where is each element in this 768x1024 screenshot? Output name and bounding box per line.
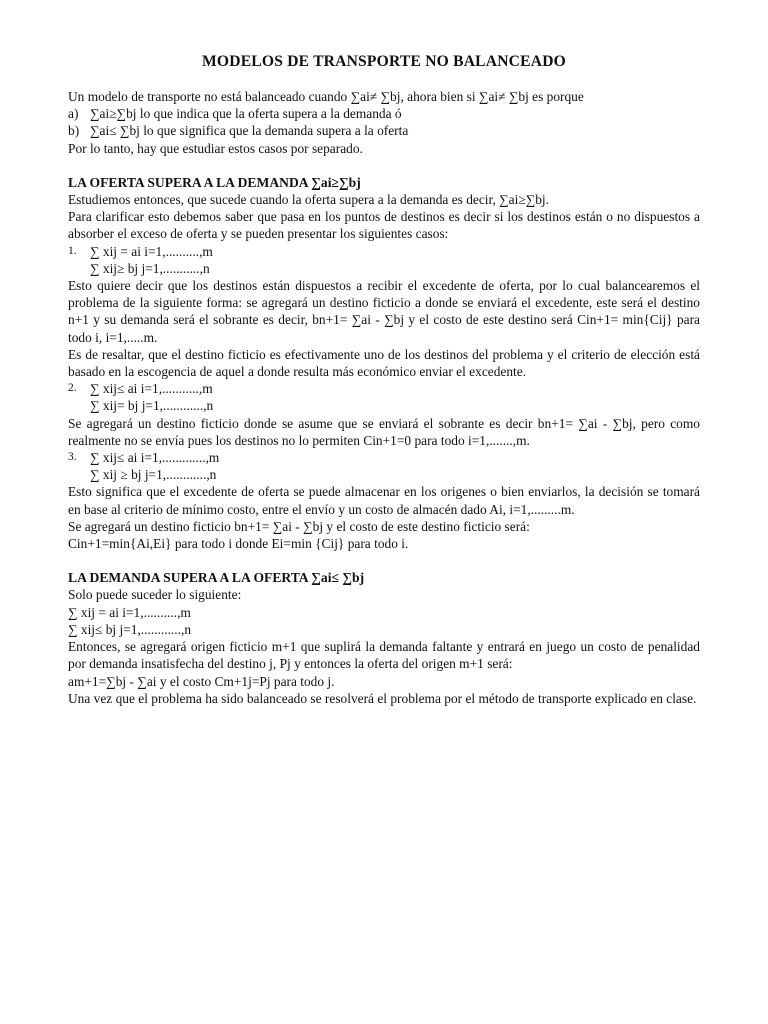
list-item-text: ∑ai≤ ∑bj lo que significa que la demanda supera a la oferta bbox=[90, 123, 409, 139]
list-marker: 3. bbox=[68, 451, 77, 464]
equation: ∑ xij = ai i=1,..........,m bbox=[68, 604, 191, 620]
paragraph: Una vez que el problema ha sido balanceado se resolverá el problema por el método de transporte explicado en clase. bbox=[68, 690, 697, 706]
intro-conclusion: Por lo tanto, hay que estudiar estos casos por separado. bbox=[68, 140, 363, 156]
equation: ∑ xij≤ ai i=1,.............,m bbox=[90, 450, 220, 466]
equation: ∑ xij≤ bj j=1,............,n bbox=[68, 621, 192, 637]
intro-item-b bbox=[68, 122, 700, 139]
equation: ∑ xij≥ bj j=1,...........,n bbox=[90, 260, 210, 276]
paragraph: Para clarificar esto debemos saber que pasa en los puntos de destinos es decir si los destinos están o no dispuestos a absorber el exceso de oferta y se pueden presentar los siguientes casos: bbox=[68, 209, 700, 242]
equation: ∑ xij ≥ bj j=1,............,n bbox=[90, 467, 217, 483]
list-marker: 1. bbox=[68, 244, 77, 257]
equation: ∑ xij≤ ai i=1,...........,m bbox=[90, 381, 213, 397]
case-3-line-1 bbox=[68, 449, 700, 466]
equation: ∑ xij= bj j=1,............,n bbox=[90, 398, 214, 414]
paragraph: Esto significa que el excedente de oferta se puede almacenar en los origenes o bien enviarlos, la decisión se tomará en base al criterio de mínimo costo, entre el envío y un costo de almacén dado Ai, i=1,.........m. bbox=[68, 484, 700, 517]
paragraph: Solo puede suceder lo siguiente: bbox=[68, 587, 242, 603]
paragraph: Cin+1=min{Ai,Ei} para todo i donde Ei=min {Cij} para todo i. bbox=[68, 536, 409, 552]
list-item-text: ∑ai≥∑bj lo que indica que la oferta supera a la demanda ó bbox=[90, 106, 402, 122]
page-title: MODELOS DE TRANSPORTE NO BALANCEADO bbox=[201, 53, 566, 70]
list-marker: a) bbox=[68, 106, 79, 122]
paragraph: Estudiemos entonces, que sucede cuando la oferta supera a la demanda es decir, ∑ai≥∑bj. bbox=[68, 192, 550, 208]
paragraph: Es de resaltar, que el destino ficticio es efectivamente uno de los destinos del problema y el criterio de elección está basado en la escogencia de aquel a donde resulta más económico enviar el excedente. bbox=[68, 346, 700, 380]
intro-line: Un modelo de transporte no está balanceado cuando ∑ai≠ ∑bj, ahora bien si ∑ai≠ ∑bj es porque bbox=[68, 89, 584, 104]
paragraph: Entonces, se agregará origen ficticio m+1 que suplirá la demanda faltante y entrará en juego un costo de penalidad por demanda insatisfecha del destino j, Pj y entonces la oferta del origen m+1 será: bbox=[68, 639, 700, 672]
case-2-line-1 bbox=[68, 380, 700, 397]
intro-item-a bbox=[68, 105, 700, 122]
paragraph: Se agregará un destino ficticio donde se asume que se enviará el sobrante es decir bn+1= ∑ai - ∑bj, pero como realmente no se envía pues los destinos no lo permiten Cin+1=0 para todo i=1,.......,m. bbox=[68, 415, 700, 448]
list-marker: b) bbox=[68, 123, 80, 139]
paragraph: Esto quiere decir que los destinos están dispuestos a recibir el excedente de oferta, por lo cual balancearemos el problema de la siguiente forma: se agregará un destino ficticio a donde se enviará el excedente, este será el destino n+1 y su demanda será el sobrante es decir, bn+1= ∑ai - ∑bj y el costo de este destino será Cin+1= min{Cij} para todo i, i=1,.....m. bbox=[68, 278, 700, 345]
paragraph: am+1=∑bj - ∑ai y el costo Cm+1j=Pj para todo j. bbox=[68, 673, 335, 689]
equation: ∑ xij = ai i=1,..........,m bbox=[90, 243, 213, 259]
list-marker: 2. bbox=[68, 382, 77, 395]
section-heading-oferta: LA OFERTA SUPERA A LA DEMANDA ∑ai≥∑bj bbox=[68, 174, 361, 190]
section-heading-demanda: LA DEMANDA SUPERA A LA OFERTA ∑ai≤ ∑bj bbox=[68, 570, 365, 586]
document-body bbox=[68, 52, 700, 707]
case-1-line-1 bbox=[68, 243, 700, 260]
paragraph: Se agregará un destino ficticio bn+1= ∑ai - ∑bj y el costo de este destino ficticio será: bbox=[68, 518, 530, 534]
